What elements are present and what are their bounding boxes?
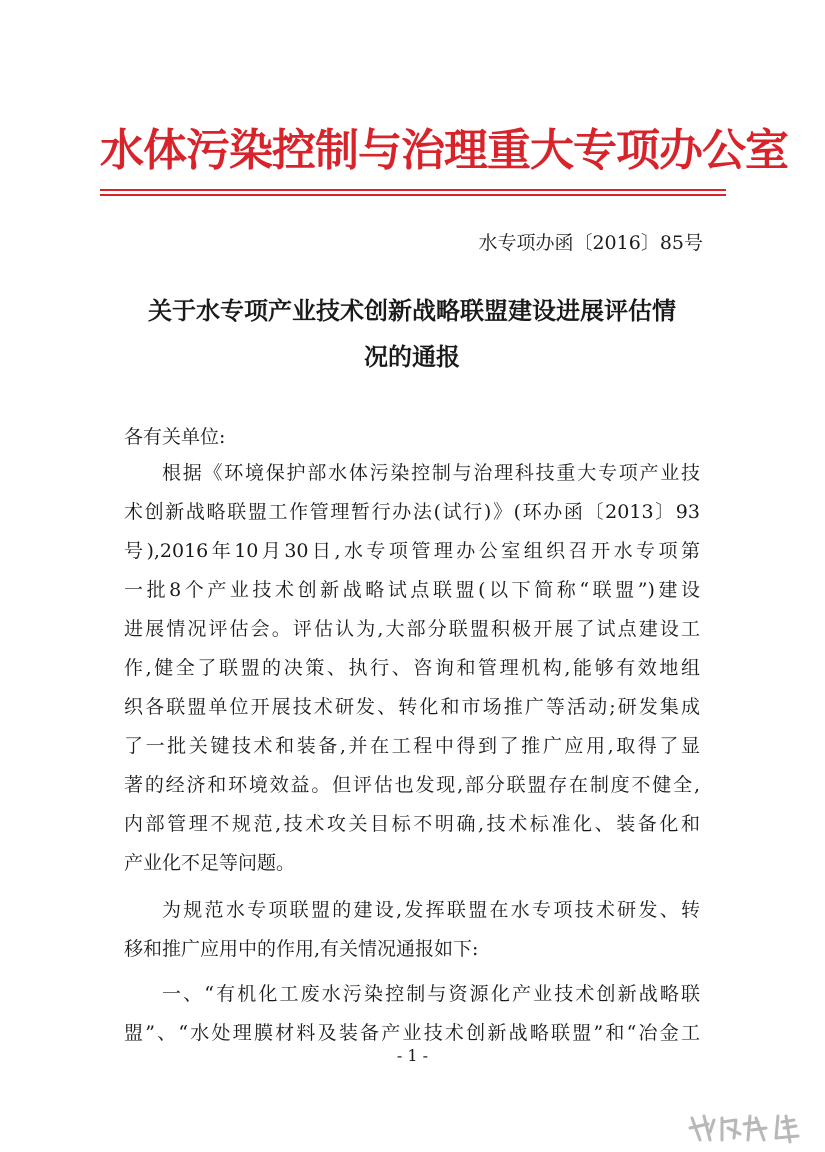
body-line: 号),2016年10月30日,水专项管理办公室组织召开水专项第 xyxy=(124,540,700,562)
body-line: 移和推广应用中的作用,有关情况通报如下: xyxy=(124,938,479,960)
document-title-line-2: 况的通报 xyxy=(364,343,460,371)
salutation: 各有关单位: xyxy=(124,426,226,448)
body-line: 作,健全了联盟的决策、执行、咨询和管理机构,能够有效地组 xyxy=(124,657,700,679)
body-line: 术创新战略联盟工作管理暂行办法(试行)》(环办函〔2013〕93 xyxy=(124,501,700,523)
header-rule-thick xyxy=(100,189,726,191)
body-line: 织各联盟单位开展技术研发、转化和市场推广等活动;研发集成 xyxy=(124,696,700,718)
body-line: 一、“有机化工废水污染控制与资源化产业技术创新战略联 xyxy=(162,983,700,1005)
body-line: 产业化不足等问题。 xyxy=(124,852,296,874)
body-line: 了一批关键技术和装备,并在工程中得到了推广应用,取得了显 xyxy=(124,735,700,757)
org-header-title: 水体污染控制与治理重大专项办公室 xyxy=(100,125,788,176)
body-line: 为规范水专项联盟的建设,发挥联盟在水专项技术研发、转 xyxy=(162,899,700,921)
header-rule-thin xyxy=(100,194,726,196)
document-title-line-1: 关于水专项产业技术创新战略联盟建设进展评估情 xyxy=(148,297,676,325)
body-line: 内部管理不规范,技术攻关目标不明确,技术标准化、装备化和 xyxy=(124,813,700,835)
body-line: 一批8个产业技术创新战略试点联盟(以下简称“联盟”)建设 xyxy=(124,579,700,601)
document-title xyxy=(112,288,712,380)
body-line: 进展情况评估会。评估认为,大部分联盟积极开展了试点建设工 xyxy=(124,618,700,640)
body-line: 盟”、“水处理膜材料及装备产业技术创新战略联盟”和“冶金工 xyxy=(124,1022,700,1044)
body-line: 著的经济和环境效益。但评估也发现,部分联盟存在制度不健全, xyxy=(124,774,700,796)
body-line: 根据《环境保护部水体污染控制与治理科技重大专项产业技 xyxy=(162,462,700,484)
watermark-stamp-image xyxy=(686,1110,804,1146)
page-number: - 1 - xyxy=(396,1046,429,1065)
document-number: 水专项办函〔2016〕85号 xyxy=(478,232,703,254)
